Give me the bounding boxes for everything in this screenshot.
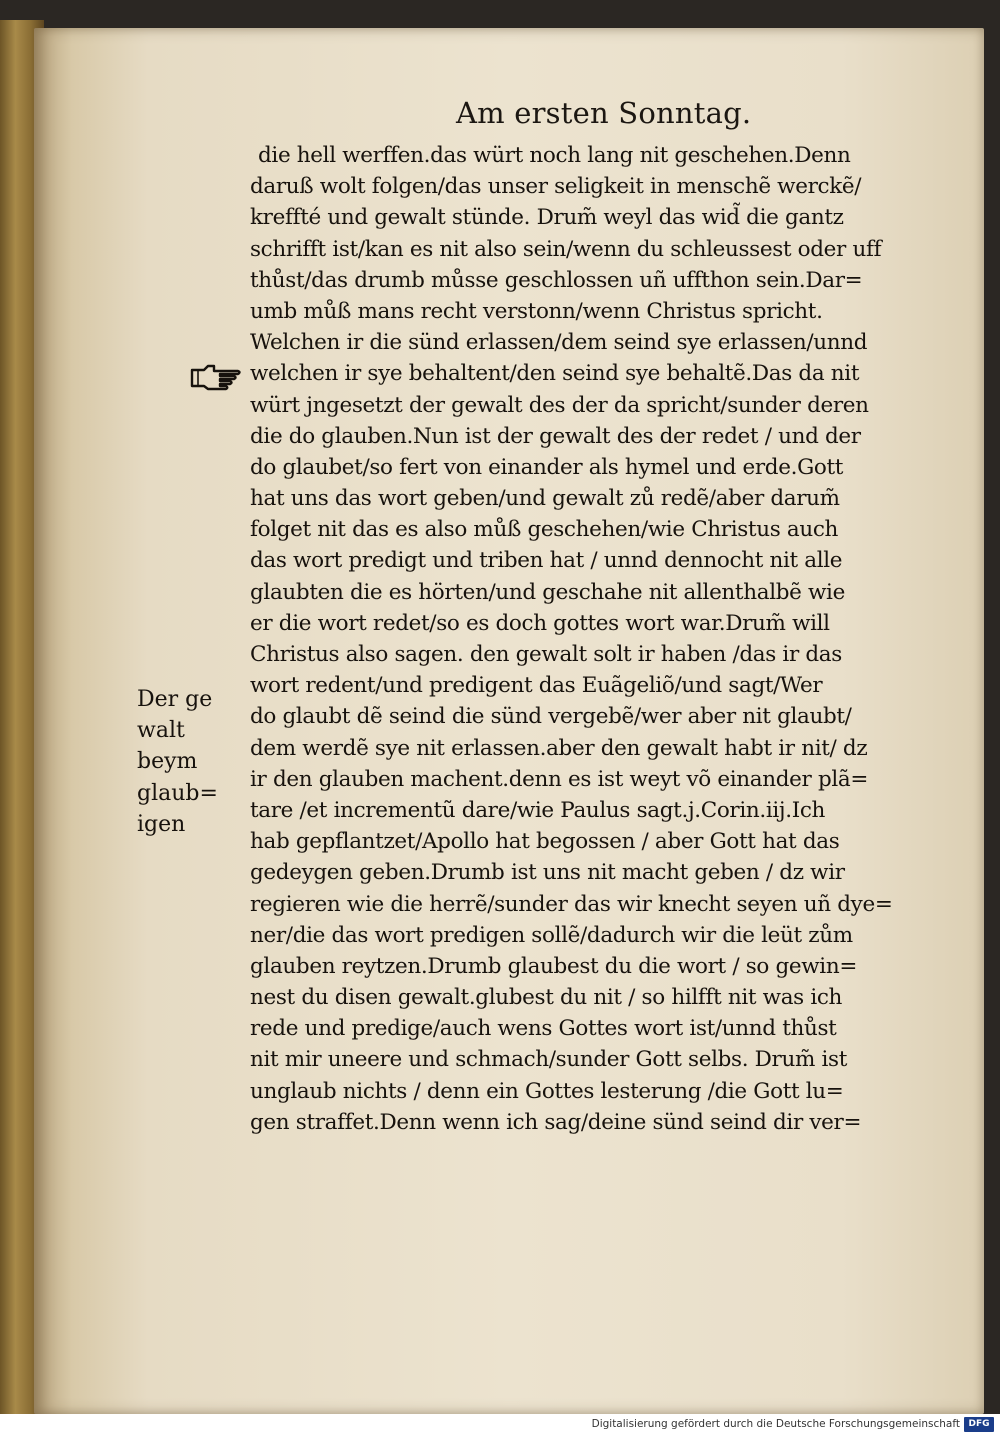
text-line: die do glauben.Nun ist der gewalt des der redet / und der bbox=[250, 423, 861, 449]
footer-bar bbox=[0, 1414, 1000, 1436]
text-line: thůst/das drumb můsse geschlossen uñ uffthon sein.Dar= bbox=[250, 267, 863, 293]
text-line: rede und predige/auch wens Gottes wort ist/unnd thůst bbox=[250, 1016, 837, 1042]
text-line: glauben reytzen.Drumb glaubest du die wort / so gewin= bbox=[250, 953, 857, 979]
text-line: das wort predigt und triben hat / unnd dennocht nit alle bbox=[250, 548, 843, 574]
body-text bbox=[250, 140, 950, 1138]
pointing-hand-icon bbox=[190, 362, 242, 392]
text-line: dem werdẽ sye nit erlassen.aber den gewalt habt ir nit/ dz bbox=[250, 735, 868, 761]
text-line: wort redent/und predigent das Euãgeliõ/und sagt/Wer bbox=[250, 673, 823, 699]
text-line: kreffté und gewalt stünde. Drum̃ weyl das wid̃ die gantz bbox=[250, 205, 844, 231]
text-line: Welchen ir die sünd erlassen/dem seind sye erlassen/unnd bbox=[250, 330, 868, 356]
text-line: schrifft ist/kan es nit also sein/wenn du schleussest oder uff bbox=[250, 236, 882, 262]
marginal-note bbox=[137, 684, 247, 840]
text-line: gen straffet.Denn wenn ich sag/deine sünd seind dir ver= bbox=[250, 1109, 862, 1135]
dfg-logo: DFG bbox=[964, 1417, 994, 1432]
text-line: tare /et incrementũ dare/wie Paulus sagt.j.Corin.iij.Ich bbox=[250, 797, 826, 823]
marginal-line: beym bbox=[137, 749, 198, 775]
text-line: do glaubt dẽ seind die sünd vergebẽ/wer aber nit glaubt/ bbox=[250, 704, 852, 730]
text-line: würt jngesetzt der gewalt des der da spricht/sunder deren bbox=[250, 392, 869, 418]
text-line: daruß wolt folgen/das unser seligkeit in menschẽ werckẽ/ bbox=[250, 174, 862, 200]
text-line: unglaub nichts / denn ein Gottes lesterung /die Gott lu= bbox=[250, 1078, 844, 1104]
marginal-line: Der ge bbox=[137, 687, 213, 712]
text-line: glaubten die es hörten/und geschahe nit allenthalbẽ wie bbox=[250, 579, 845, 605]
text-line: Christus also sagen. den gewalt solt ir haben /das ir das bbox=[250, 642, 842, 667]
text-line: nit mir uneere und schmach/sunder Gott selbs. Drum̃ ist bbox=[250, 1047, 847, 1073]
text-line: regieren wie die herrẽ/sunder das wir knecht seyen uñ dye= bbox=[250, 891, 893, 917]
funding-credit: Digitalisierung gefördert durch die Deutsche Forschungsgemeinschaft bbox=[591, 1418, 960, 1430]
text-line: hab gepflantzet/Apollo hat begossen / aber Gott hat das bbox=[250, 829, 840, 855]
marginal-line: glaub= bbox=[137, 780, 218, 806]
marginal-line: igen bbox=[137, 811, 186, 837]
text-line: nest du disen gewalt.glubest du nit / so hilfft nit was ich bbox=[250, 985, 843, 1011]
running-head: Am ersten Sonntag. bbox=[456, 96, 752, 130]
text-line: folget nit das es also můß geschehen/wie Christus auch bbox=[250, 517, 839, 543]
text-line: hat uns das wort geben/und gewalt zů redẽ/aber darum̃ bbox=[250, 486, 840, 512]
text-line: er die wort redet/so es doch gottes wort war.Drum̃ will bbox=[250, 610, 830, 636]
text-line: umb můß mans recht verstonn/wenn Christus spricht. bbox=[250, 298, 823, 324]
text-line: welchen ir sye behaltent/den seind sye behaltẽ.Das da nit bbox=[250, 361, 860, 387]
text-line: die hell werffen.das würt noch lang nit geschehen.Denn bbox=[258, 143, 851, 168]
text-line: ir den glauben machent.denn es ist weyt võ einander plã= bbox=[250, 766, 869, 792]
text-line: gedeygen geben.Drumb ist uns nit macht geben / dz wir bbox=[250, 860, 845, 886]
text-line: do glaubet/so fert von einander als hymel und erde.Gott bbox=[250, 454, 844, 480]
text-line: ner/die das wort predigen sollẽ/dadurch wir die leüt zům bbox=[250, 922, 853, 948]
marginal-line: walt bbox=[137, 718, 185, 744]
